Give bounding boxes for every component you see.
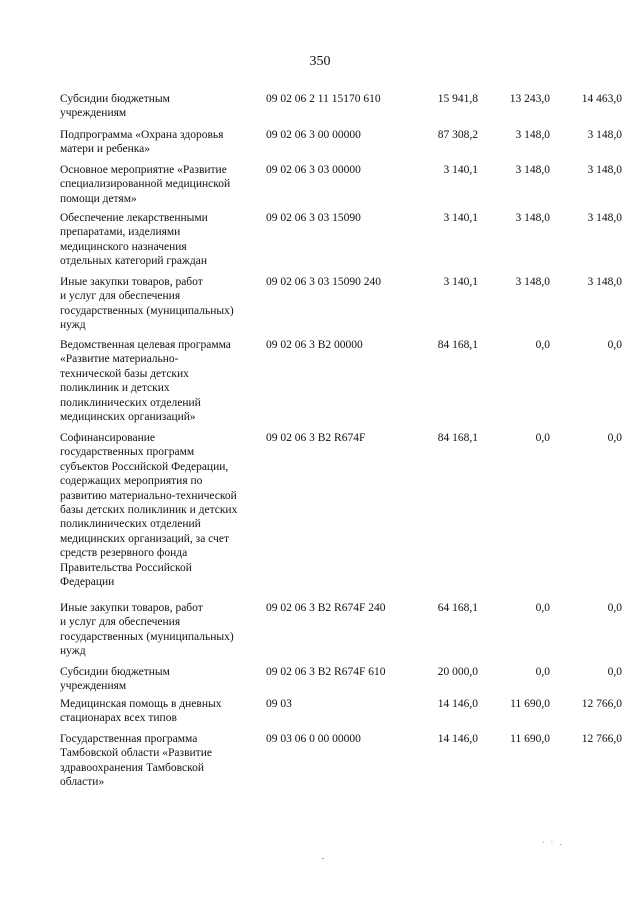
row-code: 09 02 06 3 В2 R674F <box>266 432 366 444</box>
row-value-2: 13 243,0 <box>509 93 550 105</box>
row-value-2: 3 148,0 <box>515 164 550 176</box>
row-value-3: 0,0 <box>607 432 622 444</box>
row-code: 09 02 06 3 03 15090 240 <box>266 276 381 288</box>
row-value-1: 14 146,0 <box>437 733 478 745</box>
row-name: Государственная программа Тамбовской области «Развитие здравоохранения Тамбовской области» <box>60 733 212 789</box>
row-value-3: 0,0 <box>607 339 622 351</box>
row-value-2: 0,0 <box>535 339 550 351</box>
row-name: Медицинская помощь в дневных стационарах всех типов <box>60 698 222 725</box>
row-name: Ведомственная целевая программа «Развитие материально- технической базы детских поликлиник и детских поликлинических отделений медицинских организаций» <box>60 339 231 424</box>
table-row <box>0 163 640 211</box>
row-name: Софинансирование государственных программ субъектов Российской Федерации, содержащих мероприятия по развитию материально-технической базы детских поликлиник и детских поликлинических отделений медицинских организаций, за счет средств резервного фонда Правительства Российской Федерации <box>60 432 238 589</box>
row-name: Подпрограмма «Охрана здоровья матери и ребенка» <box>60 129 224 156</box>
row-name: Иные закупки товаров, работ и услуг для обеспечения государственных (муниципальных) нужд <box>60 602 234 658</box>
row-value-2: 0,0 <box>535 666 550 678</box>
row-code: 09 02 06 3 В2 R674F 610 <box>266 666 386 678</box>
row-code: 09 02 06 3 В2 R674F 240 <box>266 602 386 614</box>
table-row <box>0 128 640 163</box>
table-row <box>0 601 640 665</box>
row-value-2: 3 148,0 <box>515 276 550 288</box>
row-value-1: 15 941,8 <box>437 93 478 105</box>
row-value-2: 3 148,0 <box>515 212 550 224</box>
row-value-1: 14 146,0 <box>437 698 478 710</box>
row-value-1: 87 308,2 <box>437 129 478 141</box>
row-value-2: 11 690,0 <box>510 698 550 710</box>
page-number: 350 <box>309 54 331 69</box>
row-value-3: 0,0 <box>607 666 622 678</box>
row-value-1: 3 140,1 <box>443 276 478 288</box>
table-row <box>0 275 640 338</box>
row-value-3: 3 148,0 <box>587 276 622 288</box>
table-row <box>0 665 640 697</box>
scan-artifact <box>322 858 324 859</box>
table-row <box>0 338 640 431</box>
row-value-1: 64 168,1 <box>437 602 478 614</box>
row-code: 09 02 06 3 00 00000 <box>266 129 361 141</box>
row-value-1: 84 168,1 <box>437 339 478 351</box>
row-value-1: 20 000,0 <box>437 666 478 678</box>
row-value-3: 3 148,0 <box>587 164 622 176</box>
table-row <box>0 431 640 601</box>
table-row <box>0 211 640 275</box>
row-value-2: 11 690,0 <box>510 733 550 745</box>
row-value-2: 0,0 <box>535 432 550 444</box>
row-code: 09 03 06 0 00 00000 <box>266 733 361 745</box>
row-name: Основное мероприятие «Развитие специализированной медицинской помощи детям» <box>60 164 231 205</box>
row-code: 09 02 06 3 03 00000 <box>266 164 361 176</box>
row-value-3: 0,0 <box>607 602 622 614</box>
row-value-1: 84 168,1 <box>437 432 478 444</box>
row-value-3: 3 148,0 <box>587 212 622 224</box>
row-value-3: 14 463,0 <box>581 93 622 105</box>
row-name: Субсидии бюджетным учреждениям <box>60 666 170 693</box>
row-value-3: 12 766,0 <box>581 698 622 710</box>
budget-table <box>0 92 640 796</box>
row-name: Субсидии бюджетным учреждениям <box>60 93 170 120</box>
row-value-3: 3 148,0 <box>587 129 622 141</box>
scan-artifact: · · . <box>542 838 564 847</box>
table-row <box>0 697 640 732</box>
row-value-3: 12 766,0 <box>581 733 622 745</box>
row-code: 09 02 06 2 11 15170 610 <box>266 93 381 105</box>
table-row <box>0 92 640 128</box>
table-row <box>0 732 640 796</box>
row-value-1: 3 140,1 <box>443 164 478 176</box>
row-value-2: 3 148,0 <box>515 129 550 141</box>
row-value-2: 0,0 <box>535 602 550 614</box>
row-name: Иные закупки товаров, работ и услуг для обеспечения государственных (муниципальных) нужд <box>60 276 234 332</box>
row-code: 09 03 <box>266 698 292 710</box>
row-value-1: 3 140,1 <box>443 212 478 224</box>
row-code: 09 02 06 3 03 15090 <box>266 212 361 224</box>
row-code: 09 02 06 3 В2 00000 <box>266 339 363 351</box>
row-name: Обеспечение лекарственными препаратами, изделиями медицинского назначения отдельных категорий граждан <box>60 212 208 268</box>
